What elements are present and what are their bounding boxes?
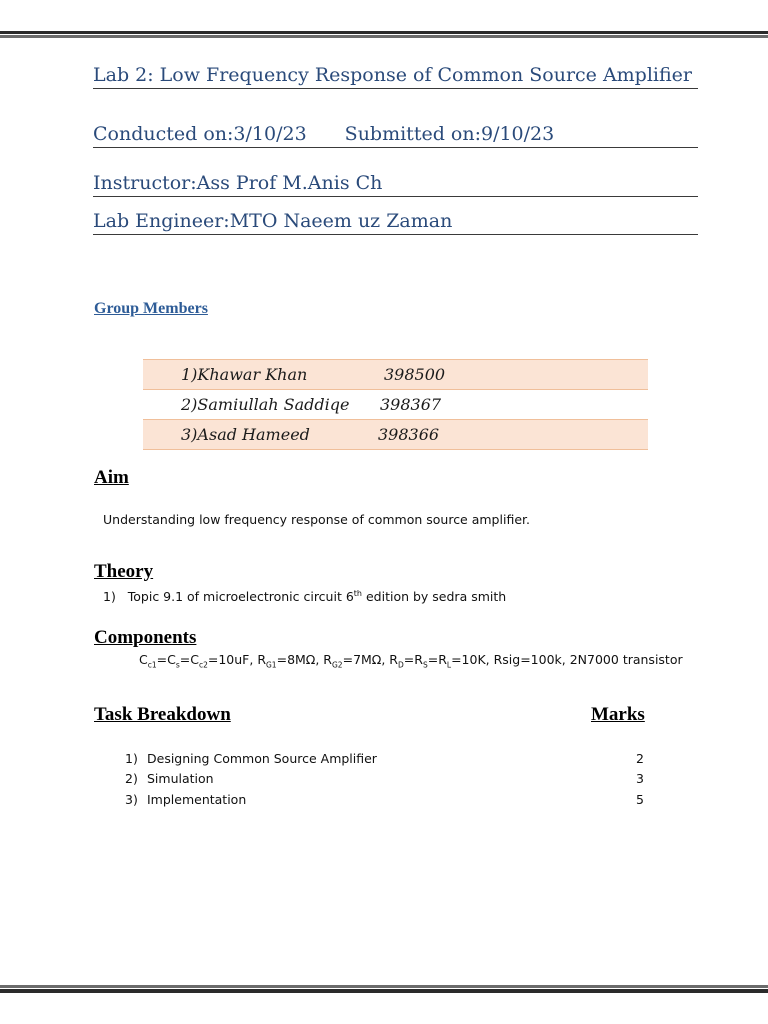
components-list: $C_{c1}=C_s=C_{c2}=10uF$, $R_{G1}=8M\Omega$, $R_{G2}=7M\Omega$, $R_D=R_S=R_L=10K$, Rsig=100k, 2N7000 transistor xyxy=(139,652,683,670)
task-label: Designing Common Source Amplifier xyxy=(147,751,377,766)
member-id: 398367 xyxy=(380,395,442,414)
task-row xyxy=(125,792,645,812)
submitted-date: Submitted on:9/10/23 xyxy=(344,123,555,145)
member-name: 1)Khawar Khan xyxy=(181,365,308,384)
theory-item xyxy=(103,589,506,604)
task-marks: 3 xyxy=(636,771,644,786)
member-row xyxy=(143,390,648,420)
member-row xyxy=(143,420,648,450)
task-number: 2) xyxy=(125,771,138,786)
instructor-text: Instructor:Ass Prof M.Anis Ch xyxy=(93,172,383,194)
lab-title xyxy=(93,62,698,89)
member-name: 2)Samiullah Saddiqe xyxy=(181,395,350,414)
task-breakdown-heading: Task Breakdown xyxy=(94,704,231,725)
aim-text: Understanding low frequency response of common source amplifier. xyxy=(103,512,530,527)
member-id: 398500 xyxy=(384,365,446,384)
lab-engineer-line xyxy=(93,208,698,235)
bottom-page-border xyxy=(0,985,768,993)
member-name: 3)Asad Hameed xyxy=(181,425,310,444)
aim-heading: Aim xyxy=(94,467,129,488)
components-heading: Components xyxy=(94,627,197,648)
group-members-table xyxy=(143,359,648,450)
task-label: Implementation xyxy=(147,792,247,807)
conducted-date: Conducted on:3/10/23 xyxy=(93,123,307,145)
lab-title-text: Lab 2: Low Frequency Response of Common Source Amplifier xyxy=(93,64,693,86)
task-marks: 5 xyxy=(636,792,644,807)
task-row xyxy=(125,771,645,791)
task-marks: 2 xyxy=(636,751,644,766)
group-members-heading: Group Members xyxy=(94,300,208,317)
task-number: 3) xyxy=(125,792,138,807)
member-id: 398366 xyxy=(378,425,440,444)
task-number: 1) xyxy=(125,751,138,766)
dates-line xyxy=(93,121,698,148)
marks-heading: Marks xyxy=(591,704,645,725)
theory-heading: Theory xyxy=(94,561,154,582)
instructor-line xyxy=(93,170,698,197)
theory-text: Topic 9.1 of microelectronic circuit 6th edition by sedra smith xyxy=(127,589,507,605)
top-page-border xyxy=(0,31,768,38)
lab-engineer-text: Lab Engineer:MTO Naeem uz Zaman xyxy=(93,210,453,232)
member-row xyxy=(143,360,648,390)
theory-item-number: 1) xyxy=(103,589,116,605)
task-row xyxy=(125,751,645,771)
task-label: Simulation xyxy=(147,771,214,786)
